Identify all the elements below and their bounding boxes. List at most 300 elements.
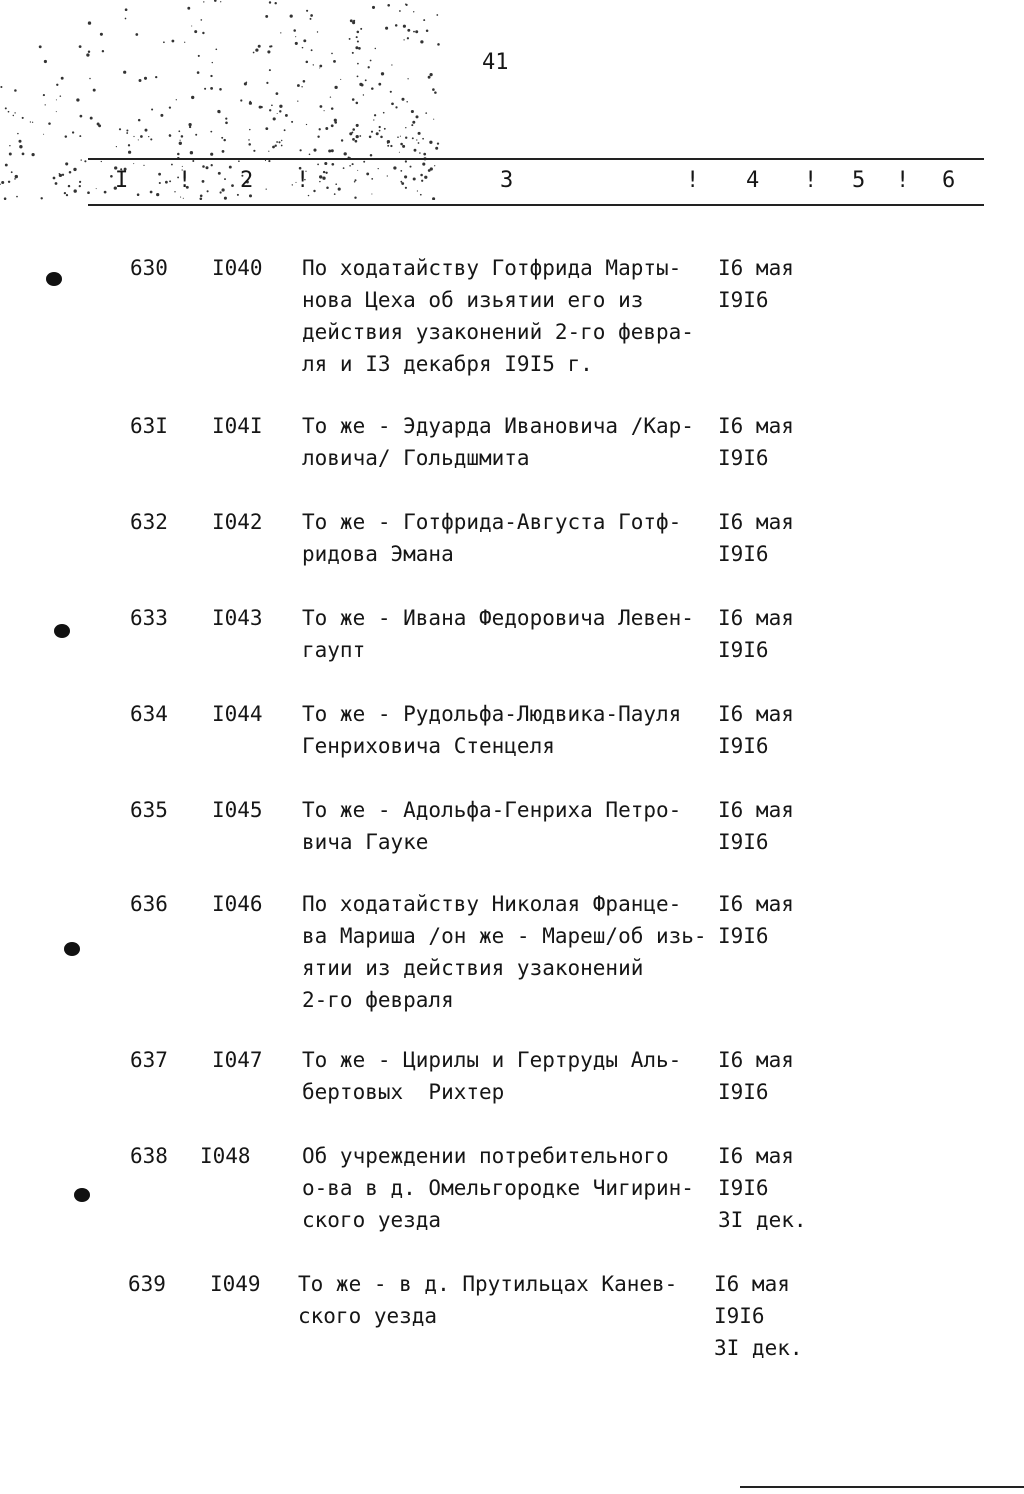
speckle-dot: [306, 124, 307, 125]
date-line: I9I6: [718, 1080, 769, 1104]
date-line: I9I6: [718, 924, 769, 948]
speckle-dot: [215, 48, 217, 50]
speckle-dot: [200, 194, 203, 197]
speckle-dot: [319, 128, 321, 130]
speckle-dot: [402, 145, 405, 148]
table-header-bottom-rule: [88, 204, 984, 206]
speckle-dot: [221, 137, 223, 139]
speckle-dot: [80, 115, 83, 118]
speckle-dot: [330, 96, 331, 97]
file-number: I046: [212, 892, 263, 916]
speckle-dot: [432, 88, 435, 91]
speckle-dot: [371, 131, 373, 133]
speckle-dot: [253, 150, 255, 152]
speckle-dot: [401, 182, 404, 185]
speckle-dot: [333, 60, 336, 63]
speckle-dot: [30, 121, 31, 122]
speckle-dot: [225, 118, 227, 120]
speckle-dot: [76, 98, 79, 101]
speckle-dot: [8, 181, 10, 183]
speckle-dot: [14, 89, 17, 92]
speckle-dot: [22, 153, 25, 156]
file-number: I043: [212, 606, 263, 630]
speckle-dot: [14, 112, 15, 113]
speckle-dot: [317, 164, 319, 166]
speckle-dot: [417, 190, 418, 191]
column-separator: !: [296, 168, 310, 193]
record-description: [302, 1044, 714, 1108]
description-line: ского уезда: [298, 1304, 438, 1328]
speckle-dot: [292, 184, 293, 185]
file-number: I044: [212, 702, 263, 726]
date-line: I9I6: [718, 1176, 769, 1200]
description-line: Генриховича Стенцеля: [302, 734, 555, 758]
record-number: 633: [130, 606, 168, 630]
speckle-dot: [211, 164, 213, 166]
speckle-dot: [275, 145, 277, 147]
speckle-dot: [265, 127, 268, 130]
speckle-dot: [320, 105, 323, 108]
speckle-dot: [420, 40, 423, 43]
date-line: 3I дек.: [714, 1336, 803, 1360]
speckle-dot: [65, 162, 68, 165]
speckle-dot: [18, 140, 21, 143]
speckle-dot: [8, 111, 10, 113]
speckle-dot: [163, 41, 165, 43]
speckle-dot: [240, 99, 242, 101]
record-description: [302, 698, 714, 762]
speckle-dot: [165, 181, 168, 184]
speckle-dot: [422, 138, 424, 140]
speckle-dot: [192, 160, 194, 162]
speckle-dot: [411, 110, 414, 113]
speckle-dot: [391, 64, 392, 65]
speckle-dot: [249, 129, 250, 130]
speckle-dot: [349, 165, 351, 167]
file-number: I049: [210, 1272, 261, 1296]
speckle-dot: [419, 152, 421, 154]
column-separator: !: [896, 168, 910, 193]
description-line: То же - Рудольфа-Людвика-Пауля: [302, 702, 682, 726]
speckle-dot: [391, 102, 394, 105]
binder-hole-mark: [64, 942, 80, 956]
column-separator: !: [804, 168, 818, 193]
speckle-dot: [414, 149, 417, 152]
speckle-dot: [260, 106, 262, 108]
speckle-dot: [323, 171, 325, 173]
speckle-dot: [395, 106, 397, 108]
binder-hole-mark: [54, 624, 70, 638]
record-dates: [718, 698, 838, 762]
speckle-dot: [138, 139, 139, 140]
speckle-dot: [81, 159, 82, 160]
speckle-dot: [331, 53, 333, 55]
speckle-dot: [221, 188, 224, 191]
speckle-dot: [182, 166, 183, 167]
speckle-dot: [84, 160, 86, 162]
speckle-dot: [79, 181, 81, 183]
speckle-dot: [406, 101, 408, 103]
speckle-dot: [395, 24, 398, 27]
speckle-dot: [370, 154, 373, 157]
speckle-dot: [178, 130, 180, 132]
speckle-dot: [276, 141, 278, 143]
speckle-dot: [357, 31, 360, 34]
speckle-dot: [319, 65, 322, 68]
date-line: I6 мая: [718, 798, 794, 822]
speckle-dot: [317, 136, 319, 138]
speckle-dot: [17, 133, 18, 134]
record-number: 637: [130, 1048, 168, 1072]
description-line: То же - Ивана Федоровича Левен-: [302, 606, 694, 630]
speckle-dot: [360, 28, 362, 30]
speckle-dot: [295, 42, 298, 45]
speckle-dot: [248, 139, 250, 141]
speckle-dot: [400, 170, 402, 172]
speckle-dot: [88, 51, 90, 53]
speckle-dot: [218, 172, 221, 175]
speckle-dot: [324, 110, 325, 111]
record-description: [302, 888, 714, 1016]
speckle-dot: [429, 141, 432, 144]
scan-speckle-texture: [0, 0, 440, 200]
speckle-dot: [352, 52, 354, 54]
date-line: I6 мая: [718, 414, 794, 438]
speckle-dot: [293, 29, 296, 32]
speckle-dot: [290, 14, 293, 17]
speckle-dot: [357, 63, 359, 65]
speckle-dot: [138, 119, 141, 122]
speckle-dot: [352, 138, 355, 141]
speckle-dot: [418, 142, 420, 144]
speckle-dot: [331, 163, 334, 166]
speckle-dot: [79, 45, 82, 48]
description-line: То же - Адольфа-Генриха Петро-: [302, 798, 682, 822]
speckle-dot: [249, 194, 252, 197]
speckle-dot: [123, 71, 126, 74]
description-line: Об учреждении потребительного: [302, 1144, 669, 1168]
speckle-dot: [340, 79, 341, 80]
speckle-dot: [135, 33, 138, 36]
speckle-dot: [381, 72, 384, 75]
speckle-dot: [413, 11, 414, 12]
speckle-dot: [369, 136, 372, 139]
speckle-dot: [372, 6, 375, 9]
speckle-dot: [93, 89, 96, 92]
speckle-dot: [214, 0, 217, 2]
speckle-dot: [133, 163, 134, 164]
description-line: ва Мариша /он же - Мареш/об изь-: [302, 924, 707, 948]
description-line: гаупт: [302, 638, 366, 662]
speckle-dot: [284, 129, 286, 131]
speckle-dot: [299, 149, 301, 151]
speckle-dot: [413, 177, 416, 180]
speckle-dot: [56, 84, 58, 86]
column-header-5: 5: [852, 168, 866, 193]
speckle-dot: [421, 180, 423, 182]
speckle-dot: [399, 152, 400, 153]
speckle-dot: [198, 55, 200, 57]
table-header-top-rule: [88, 158, 984, 160]
speckle-dot: [126, 132, 128, 134]
date-line: I6 мая: [718, 606, 794, 630]
speckle-dot: [297, 84, 300, 87]
speckle-dot: [179, 142, 182, 145]
speckle-dot: [102, 50, 104, 52]
speckle-dot: [151, 108, 153, 110]
speckle-dot: [371, 178, 373, 180]
speckle-dot: [378, 83, 381, 86]
speckle-dot: [183, 198, 184, 199]
description-line: То же - Цирилы и Гертруды Аль-: [302, 1048, 682, 1072]
date-line: 3I дек.: [718, 1208, 807, 1232]
description-line: 2-го февраля: [302, 988, 454, 1012]
speckle-dot: [155, 76, 157, 78]
speckle-dot: [415, 30, 418, 33]
record-dates: [718, 1140, 838, 1236]
speckle-dot: [354, 181, 356, 183]
speckle-dot: [268, 151, 269, 152]
speckle-dot: [405, 127, 406, 128]
record-number: 638: [130, 1144, 168, 1168]
speckle-dot: [278, 141, 280, 143]
speckle-dot: [244, 82, 247, 85]
record-description: [298, 1268, 710, 1332]
speckle-dot: [210, 153, 213, 156]
record-dates: [718, 1044, 838, 1108]
speckle-dot: [56, 111, 57, 112]
speckle-dot: [313, 64, 314, 65]
speckle-dot: [169, 134, 171, 136]
speckle-dot: [437, 142, 439, 144]
speckle-dot: [356, 124, 359, 127]
speckle-dot: [13, 115, 14, 116]
speckle-dot: [359, 135, 361, 137]
speckle-dot: [356, 135, 359, 138]
speckle-dot: [159, 182, 161, 184]
date-line: I6 мая: [714, 1272, 790, 1296]
speckle-dot: [98, 124, 101, 127]
speckle-dot: [390, 145, 392, 147]
speckle-dot: [416, 115, 419, 118]
speckle-dot: [273, 117, 276, 120]
speckle-dot: [181, 135, 184, 138]
speckle-dot: [335, 183, 337, 185]
speckle-dot: [375, 48, 376, 49]
speckle-dot: [59, 174, 62, 177]
speckle-dot: [269, 109, 271, 111]
speckle-dot: [139, 79, 142, 82]
speckle-dot: [407, 37, 409, 39]
speckle-dot: [267, 50, 270, 53]
speckle-dot: [11, 171, 13, 173]
speckle-dot: [326, 186, 329, 189]
speckle-dot: [74, 189, 77, 192]
speckle-dot: [334, 121, 337, 124]
description-line: бертовых Рихтер: [302, 1080, 505, 1104]
speckle-dot: [355, 46, 358, 49]
description-line: То же - Эдуарда Ивановича /Кар-: [302, 414, 694, 438]
speckle-dot: [387, 143, 388, 144]
speckle-dot: [48, 122, 51, 125]
speckle-dot: [210, 131, 212, 133]
speckle-dot: [177, 153, 180, 156]
speckle-dot: [271, 104, 273, 106]
speckle-dot: [69, 171, 72, 174]
speckle-dot: [202, 165, 205, 168]
speckle-dot: [399, 10, 401, 12]
speckle-dot: [357, 170, 358, 171]
speckle-dot: [268, 160, 270, 162]
speckle-dot: [291, 121, 293, 123]
speckle-dot: [338, 188, 341, 191]
speckle-dot: [160, 114, 163, 117]
speckle-dot: [379, 126, 381, 128]
speckle-dot: [403, 39, 404, 40]
speckle-dot: [223, 139, 225, 141]
date-line: I9I6: [718, 288, 769, 312]
speckle-dot: [22, 117, 24, 119]
speckle-dot: [90, 117, 93, 120]
speckle-dot: [39, 45, 42, 48]
speckle-dot: [407, 29, 410, 32]
speckle-dot: [279, 110, 281, 112]
speckle-dot: [406, 4, 408, 6]
record-description: [302, 506, 714, 570]
speckle-dot: [313, 190, 315, 192]
speckle-dot: [41, 197, 43, 199]
speckle-dot: [424, 176, 427, 179]
speckle-dot: [420, 194, 422, 196]
speckle-dot: [44, 60, 47, 63]
speckle-dot: [210, 75, 212, 77]
speckle-dot: [380, 136, 383, 139]
record-description: [302, 602, 714, 666]
speckle-dot: [363, 161, 365, 163]
speckle-dot: [366, 172, 369, 175]
speckle-dot: [9, 153, 12, 156]
speckle-dot: [205, 166, 208, 169]
speckle-dot: [43, 134, 44, 135]
speckle-dot: [374, 114, 376, 116]
record-dates: [718, 794, 838, 858]
record-dates: [718, 506, 838, 570]
speckle-dot: [66, 194, 68, 196]
speckle-dot: [356, 36, 358, 38]
description-line: ридова Эмана: [302, 542, 454, 566]
speckle-dot: [387, 175, 388, 176]
speckle-dot: [253, 52, 255, 54]
record-number: 636: [130, 892, 168, 916]
file-number: I04I: [212, 414, 263, 438]
speckle-dot: [96, 188, 97, 189]
speckle-dot: [116, 146, 117, 147]
speckle-dot: [405, 187, 407, 189]
speckle-dot: [281, 145, 283, 147]
speckle-dot: [62, 174, 64, 176]
speckle-dot: [285, 114, 288, 117]
speckle-dot: [60, 95, 62, 97]
speckle-dot: [434, 91, 437, 94]
speckle-dot: [231, 184, 234, 187]
record-dates: [714, 1268, 834, 1364]
speckle-dot: [341, 139, 343, 141]
date-line: I9I6: [718, 542, 769, 566]
speckle-dot: [1, 181, 4, 184]
date-line: I6 мая: [718, 1144, 794, 1168]
speckle-dot: [128, 151, 131, 154]
date-line: I6 мая: [718, 1048, 794, 1072]
speckle-dot: [301, 86, 302, 87]
speckle-dot: [387, 140, 390, 143]
file-number: I042: [212, 510, 263, 534]
speckle-dot: [14, 178, 16, 180]
record-number: 634: [130, 702, 168, 726]
speckle-dot: [356, 102, 359, 105]
speckle-dot: [277, 113, 278, 114]
speckle-dot: [400, 136, 401, 137]
speckle-dot: [357, 75, 359, 77]
speckle-dot: [401, 98, 404, 101]
date-line: I9I6: [718, 734, 769, 758]
column-header-4: 4: [746, 168, 760, 193]
speckle-dot: [89, 78, 91, 80]
record-number: 639: [128, 1272, 166, 1296]
speckle-dot: [404, 175, 407, 178]
speckle-dot: [88, 21, 91, 24]
speckle-dot: [266, 188, 267, 189]
speckle-dot: [266, 82, 268, 84]
date-line: I9I6: [718, 830, 769, 854]
speckle-dot: [269, 69, 271, 71]
speckle-dot: [350, 19, 353, 22]
speckle-dot: [371, 87, 374, 90]
speckle-dot: [110, 175, 113, 178]
description-line: ловича/ Гольдшмита: [302, 446, 530, 470]
speckle-dot: [349, 38, 351, 40]
speckle-dot: [199, 197, 202, 200]
speckle-dot: [322, 177, 325, 180]
speckle-dot: [140, 135, 143, 138]
record-dates: [718, 252, 838, 316]
speckle-dot: [176, 99, 177, 100]
speckle-dot: [65, 135, 67, 137]
speckle-dot: [317, 31, 318, 32]
speckle-dot: [397, 136, 399, 138]
speckle-dot: [204, 88, 206, 90]
speckle-dot: [0, 86, 2, 88]
speckle-dot: [306, 10, 308, 12]
speckle-dot: [258, 45, 261, 48]
speckle-dot: [319, 181, 320, 182]
record-number: 630: [130, 256, 168, 280]
speckle-dot: [325, 172, 327, 174]
speckle-dot: [202, 180, 205, 183]
speckle-dot: [303, 80, 306, 83]
speckle-dot: [393, 166, 396, 169]
speckle-dot: [19, 145, 22, 148]
speckle-dot: [61, 77, 64, 80]
speckle-dot: [363, 94, 364, 95]
speckle-dot: [416, 139, 417, 140]
speckle-dot: [405, 137, 407, 139]
speckle-dot: [302, 47, 304, 49]
speckle-dot: [379, 130, 381, 132]
speckle-dot: [423, 19, 425, 21]
speckle-dot: [224, 197, 227, 200]
speckle-dot: [143, 165, 144, 166]
speckle-dot: [156, 193, 159, 196]
